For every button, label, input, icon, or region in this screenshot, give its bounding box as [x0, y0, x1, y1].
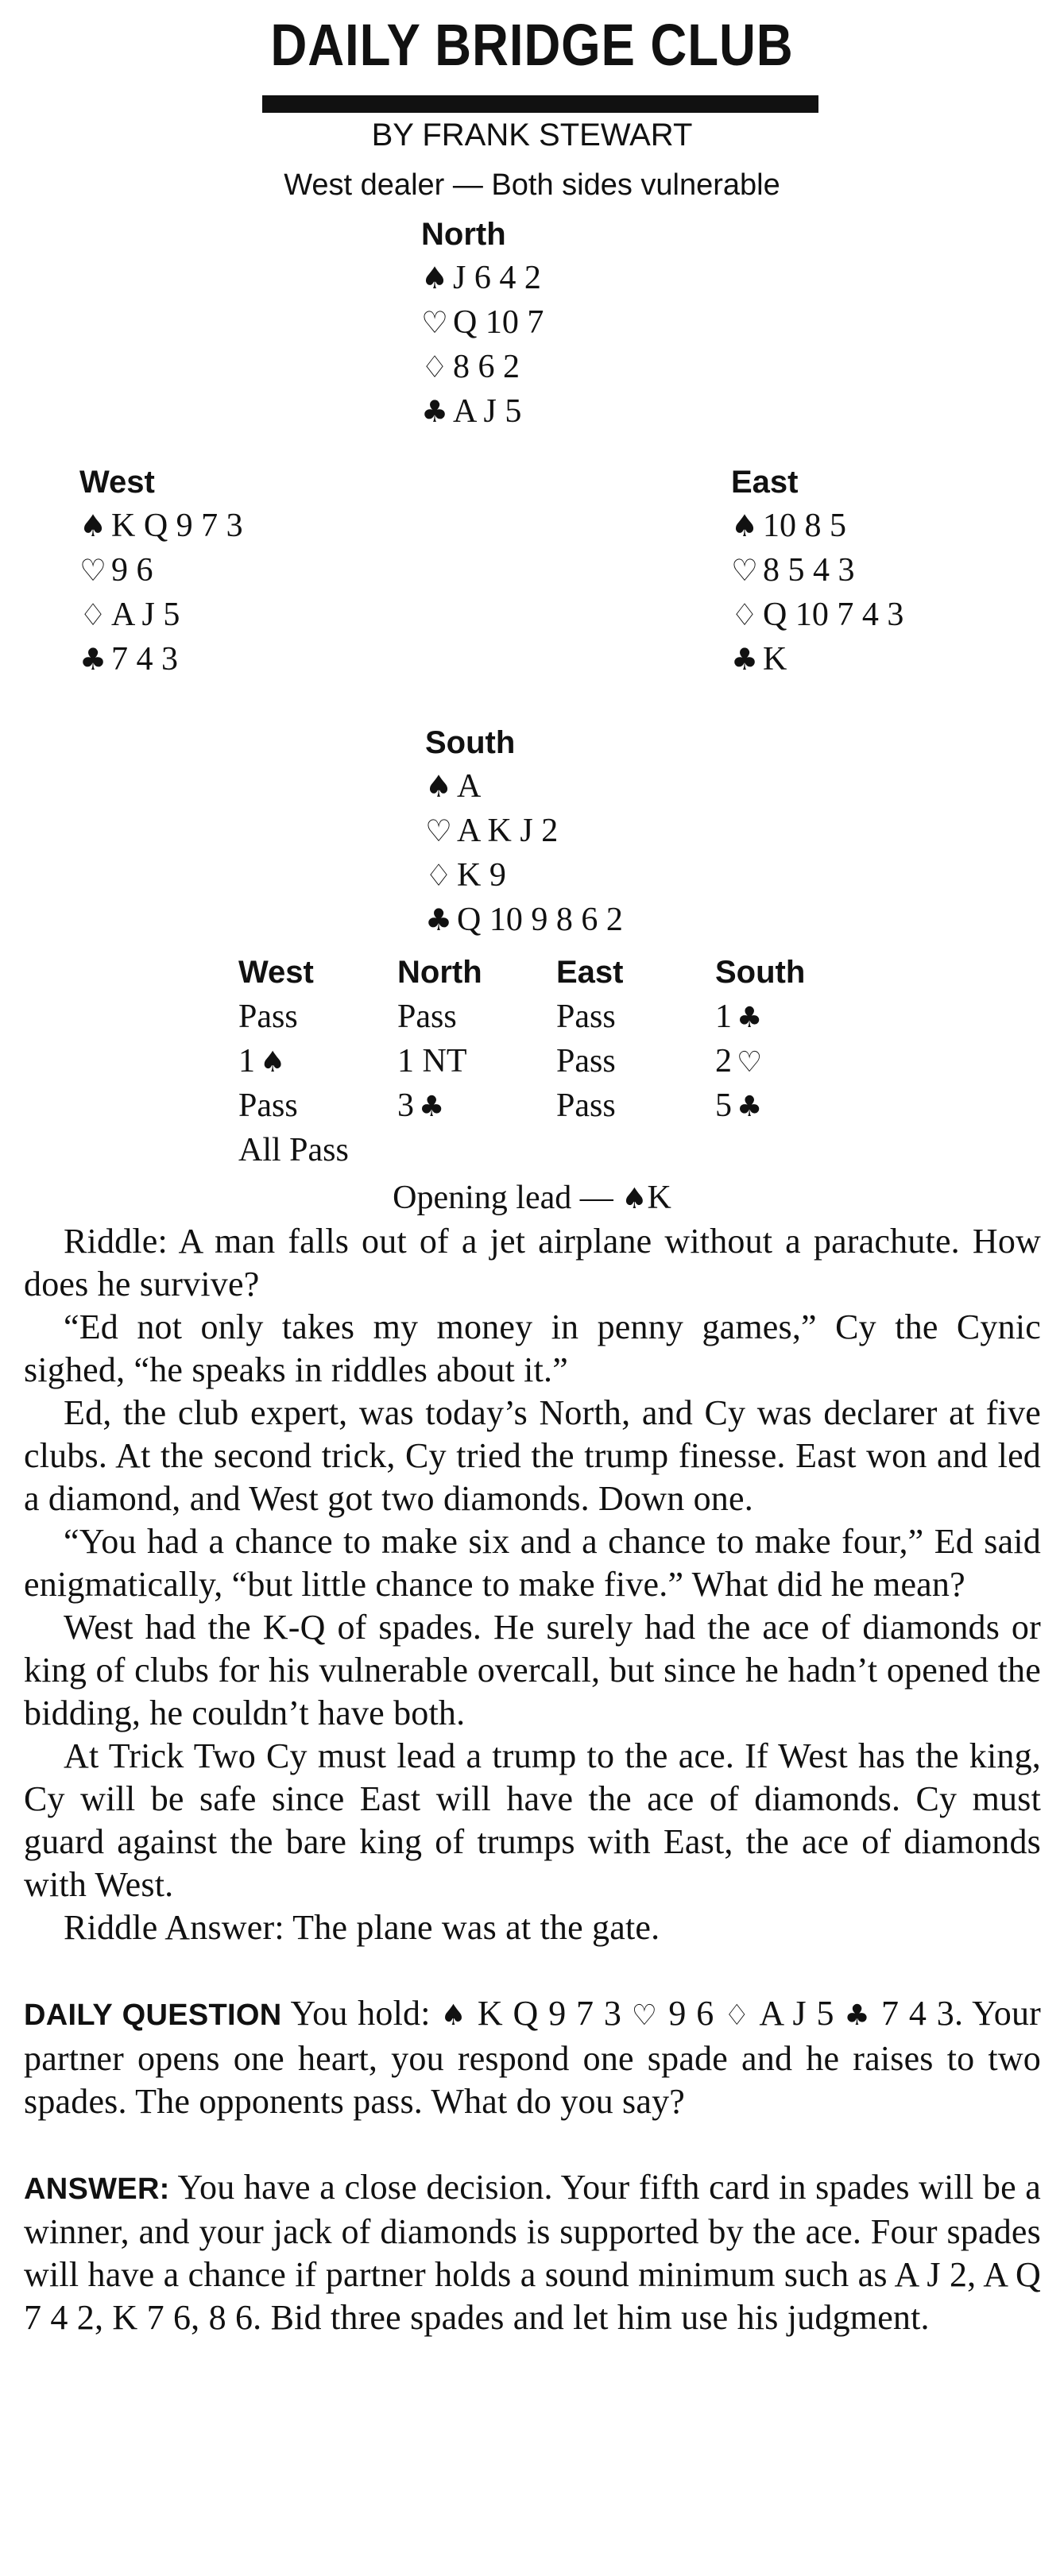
opening-lead-card: K — [647, 1180, 671, 1216]
bid-north: Pass — [397, 998, 457, 1035]
club-icon: ♣ — [737, 1091, 763, 1123]
hand-name: East — [731, 465, 799, 500]
question-spades: K Q 9 7 3 — [477, 1994, 622, 2033]
clubs-cards: 7 4 3 — [111, 641, 178, 678]
spades-cards: 10 8 5 — [763, 508, 846, 544]
diamonds-row — [425, 853, 623, 898]
hand-name: West — [79, 465, 155, 500]
question-hearts: 9 6 — [668, 1994, 714, 2033]
auction-table — [238, 950, 874, 1172]
auction-header-south: South — [715, 955, 806, 990]
daily-question-lead-in: You hold: — [290, 1994, 431, 2033]
east-hand — [731, 461, 903, 682]
spade-icon: ♠ — [731, 508, 759, 543]
bid-level: 3 — [397, 1087, 414, 1124]
heart-icon: ♡ — [425, 813, 453, 848]
hearts-cards: Q 10 7 — [453, 304, 544, 341]
west-hand — [79, 461, 243, 682]
spade-icon: ♠ — [425, 769, 453, 804]
hearts-cards: A K J 2 — [457, 813, 559, 849]
bid-level: 1 — [238, 1043, 255, 1079]
bid-east: Pass — [556, 1087, 616, 1124]
column-title: DAILY BRIDGE CLUB — [270, 12, 794, 78]
auction-row — [238, 1083, 874, 1128]
diamonds-cards: A J 5 — [111, 597, 180, 633]
paragraph: Riddle: A man falls out of a jet airplane without a parachute. How does he survive? — [24, 1222, 1041, 1303]
heart-icon: ♡ — [421, 305, 449, 340]
bid-level: 1 — [715, 998, 732, 1035]
hearts-row — [79, 548, 243, 593]
paragraph: At Trick Two Cy must lead a trump to the ace. If West has the king, Cy will be safe since East will have the ace of diamonds. Cy must guard against the bare king of trumps with East, the ace of diamonds with West. — [24, 1736, 1041, 1904]
spade-icon: ♠ — [260, 1046, 286, 1079]
spade-icon: ♠ — [621, 1183, 648, 1215]
paragraph: Ed, the club expert, was today’s North, and Cy was declarer at five clubs. At the second trick, Cy tried the trump finesse. East won and led a diamond, and West got two diamonds. Down one. — [24, 1393, 1041, 1518]
clubs-row — [731, 637, 903, 682]
daily-question-label: DAILY QUESTION — [24, 1999, 282, 2032]
club-icon: ♣ — [844, 1999, 872, 2032]
club-icon: ♣ — [419, 1091, 445, 1123]
north-hand — [421, 213, 544, 434]
heart-icon: ♡ — [631, 1999, 659, 2032]
auction-row — [238, 994, 874, 1039]
clubs-row — [79, 637, 243, 682]
club-icon: ♣ — [79, 642, 107, 677]
heart-icon: ♡ — [79, 553, 107, 588]
diamond-icon: ♢ — [79, 597, 107, 632]
bid-south — [715, 994, 874, 1041]
clubs-cards: K — [763, 641, 787, 678]
hearts-cards: 9 6 — [111, 552, 153, 589]
hearts-row — [731, 548, 903, 593]
spade-icon: ♠ — [440, 1999, 468, 2032]
clubs-row — [421, 389, 544, 434]
spades-row — [425, 764, 623, 809]
question-diamonds: A J 5 — [759, 1994, 834, 2033]
hand-name: South — [425, 725, 516, 760]
auction-header-east: East — [556, 955, 624, 990]
club-icon: ♣ — [421, 394, 449, 429]
column-body — [24, 1220, 1041, 2339]
bid-west: All Pass — [238, 1132, 349, 1168]
paragraph: “You had a chance to make six and a chance to make four,” Ed said enigmatically, “but little chance to make five.” What did he mean? — [24, 1522, 1041, 1604]
auction-row — [238, 1128, 874, 1172]
byline: BY FRANK STEWART — [371, 118, 693, 153]
diamonds-cards: 8 6 2 — [453, 349, 520, 385]
hearts-cards: 8 5 4 3 — [763, 552, 855, 589]
spades-cards: A — [457, 768, 482, 805]
heart-icon: ♡ — [731, 553, 759, 588]
hearts-row — [421, 300, 544, 345]
diamond-icon: ♢ — [421, 350, 449, 384]
answer — [24, 2166, 1041, 2339]
auction-header-north: North — [397, 955, 482, 990]
heart-icon: ♡ — [737, 1046, 763, 1079]
bid-east: Pass — [556, 998, 616, 1035]
south-hand — [425, 721, 623, 942]
daily-question — [24, 1992, 1041, 2123]
spades-cards: J 6 4 2 — [453, 260, 541, 296]
spades-row — [421, 256, 544, 300]
clubs-row — [425, 898, 623, 942]
answer-text: You have a close decision. Your fifth card in spades will be a winner, and your jack of diamonds is supported by the ace. Four spades will have a chance if partner holds a sound minimum such as A J 2, A Q 7 4 2, K 7 6, 8 6. Bid three spades and let him use his judgment. — [24, 2168, 1041, 2337]
paragraph: West had the K-Q of spades. He surely had the ace of diamonds or king of clubs for his vulnerable overcall, but since he hadn’t opened the bidding, he couldn’t have both. — [24, 1608, 1041, 1732]
diamond-icon: ♢ — [425, 858, 453, 893]
diamonds-row — [731, 593, 903, 637]
diamonds-row — [79, 593, 243, 637]
bid-level: 5 — [715, 1087, 732, 1124]
auction-row — [238, 1039, 874, 1083]
opening-lead-label: Opening lead — — [393, 1180, 613, 1216]
clubs-cards: Q 10 9 8 6 2 — [457, 902, 623, 938]
paragraph: “Ed not only takes my money in penny games,” Cy the Cynic sighed, “he speaks in riddles about it.” — [24, 1307, 1041, 1389]
spades-cards: K Q 9 7 3 — [111, 508, 243, 544]
club-icon: ♣ — [737, 1002, 763, 1034]
daily-question-text: . Your partner opens one heart, you respond one spade and he raises to two spades. The opponents pass. What do you say? — [24, 1994, 1042, 2121]
diamond-icon: ♢ — [724, 1999, 752, 2032]
question-clubs: 7 4 3 — [881, 1994, 954, 2033]
diamonds-row — [421, 345, 544, 389]
title-rule — [262, 95, 818, 113]
club-icon: ♣ — [425, 902, 453, 937]
hand-name: North — [421, 217, 506, 252]
diamonds-cards: Q 10 7 4 3 — [763, 597, 904, 633]
bid-level: 2 — [715, 1043, 732, 1079]
auction-header-west: West — [238, 955, 314, 990]
spade-icon: ♠ — [421, 261, 449, 295]
clubs-cards: A J 5 — [453, 393, 522, 430]
auction-header-row — [238, 950, 874, 994]
bid-south — [715, 1039, 874, 1085]
answer-label: ANSWER: — [24, 2172, 170, 2206]
diamond-icon: ♢ — [731, 597, 759, 632]
deal-info: West dealer — Both sides vulnerable — [284, 168, 780, 202]
opening-lead — [0, 1176, 1064, 1222]
hearts-row — [425, 809, 623, 853]
bid-south — [715, 1083, 874, 1130]
spades-row — [79, 504, 243, 548]
bid-east: Pass — [556, 1043, 616, 1079]
diamonds-cards: K 9 — [457, 857, 506, 894]
bid-west — [238, 1039, 397, 1085]
bid-west: Pass — [238, 1087, 298, 1124]
club-icon: ♣ — [731, 642, 759, 677]
spade-icon: ♠ — [79, 508, 107, 543]
bid-west: Pass — [238, 998, 298, 1035]
bid-north — [397, 1083, 556, 1130]
spades-row — [731, 504, 903, 548]
riddle-answer: Riddle Answer: The plane was at the gate. — [64, 1908, 660, 1947]
bid-north: 1 NT — [397, 1043, 467, 1079]
